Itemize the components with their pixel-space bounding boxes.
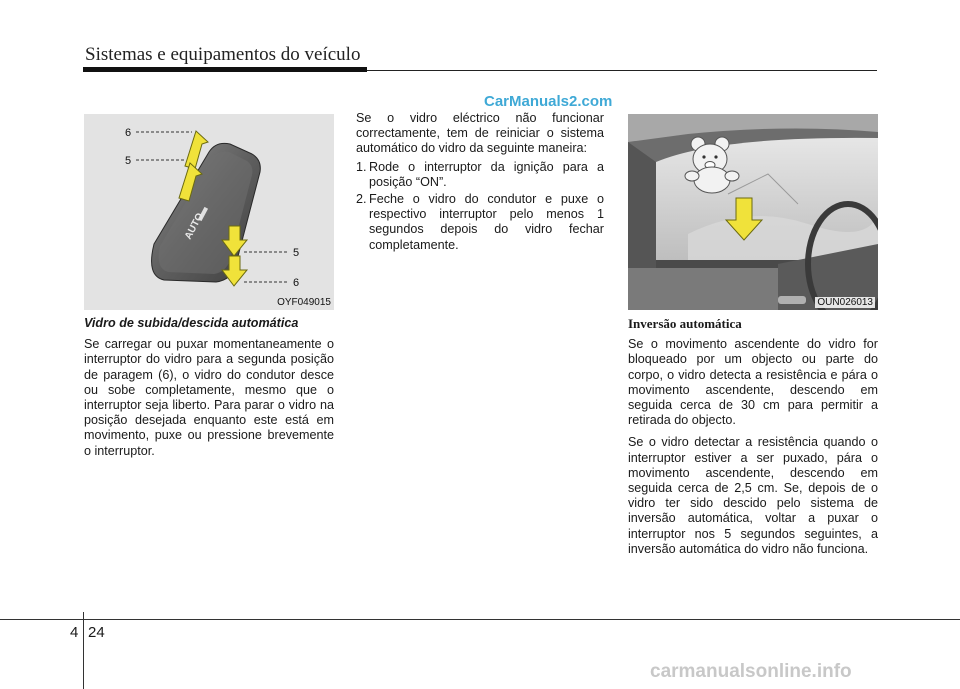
- running-header-title: Sistemas e equipamentos do veículo: [85, 44, 361, 65]
- car-window-illustration: [628, 114, 878, 310]
- figure-auto-reverse: [628, 114, 878, 310]
- list-item: [356, 192, 604, 253]
- body-paragraph: Se carregar ou puxar momentaneamente o interruptor do vidro para a segunda posição de paragem (6), o vidro do condutor desce ou sobe completamente, mesmo que o interruptor seja liberto. Para parar o vidro na posição desejada enquanto este está em movimento, puxe ou pressione brevemente o interruptor.: [84, 337, 334, 458]
- body-paragraph: Se o movimento ascendente do vidro for bloqueado por um objecto ou parte do corpo, o vidro detecta a resistência e pára o movimento ascendente, descendo em seguida cerca de 30 cm para permitir a retirada do objecto.: [628, 337, 878, 428]
- header-rule-thick: [83, 67, 367, 72]
- watermark-bottom: carmanualsonline.info: [650, 661, 852, 682]
- switch-auto-label: AUTO: [182, 211, 206, 242]
- reset-steps-list: [356, 160, 604, 253]
- list-item-number: 1.: [356, 159, 367, 174]
- figure-caption: OUN026013: [817, 297, 873, 308]
- middle-column: [356, 111, 604, 255]
- list-item-text: Rode o interruptor da ignição para a posição “ON”.: [369, 159, 604, 189]
- section-heading: Vidro de subida/descida automática: [84, 316, 299, 330]
- list-item-number: 2.: [356, 192, 367, 207]
- list-item: [356, 160, 604, 190]
- watermark-top: CarManuals2.com: [484, 93, 613, 110]
- window-switch-illustration: [84, 114, 334, 310]
- header-rule-thin: [367, 70, 877, 71]
- callout-6-down: 6: [293, 277, 300, 289]
- section-heading: Inversão automática: [628, 316, 742, 331]
- figure-window-switch: [84, 114, 334, 310]
- left-column: [84, 316, 334, 466]
- right-column: [628, 316, 878, 564]
- footer-divider-vertical: [83, 612, 84, 689]
- callout-6-up: 6: [125, 127, 132, 139]
- callout-5-up: 5: [125, 155, 132, 167]
- callout-5-down: 5: [293, 247, 300, 259]
- body-paragraph: Se o vidro eléctrico não funcionar correctamente, tem de reiniciar o sistema automático do vidro da seguinte maneira:: [356, 111, 604, 156]
- footer-divider-horizontal: [0, 619, 960, 620]
- window-switch-body: [152, 143, 261, 282]
- list-item-text: Feche o vidro do condutor e puxe o respectivo interruptor pelo menos 1 segundos depois do vidro fechar completamente.: [369, 192, 604, 252]
- figure-caption: OYF049015: [277, 297, 331, 308]
- page-number: 24: [88, 624, 105, 641]
- chapter-number: 4: [70, 624, 79, 641]
- body-paragraph: Se o vidro detectar a resistência quando o interruptor estiver a ser puxado, pára o movimento ascendente, descendo em seguida cerca de 2,5 cm. Se, depois de o vidro ter sido descido pelo sistema de inversão automática, voltar a puxar o interruptor nos 5 segundos seguintes, a inversão automática do vidro não funciona.: [628, 435, 878, 556]
